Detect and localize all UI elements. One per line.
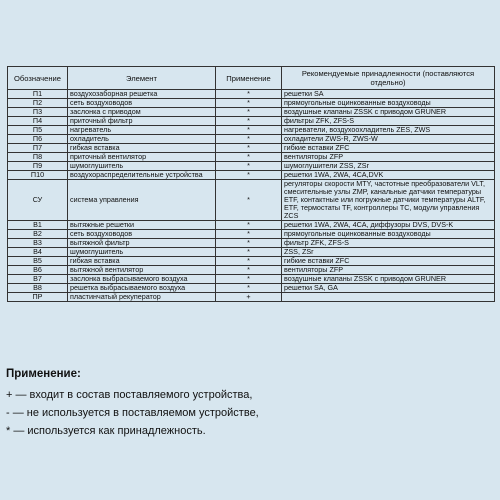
row-element: приточный вентилятор [68, 153, 216, 162]
row-accessories: воздушные клапаны ZSSK с приводом GRUNER [282, 108, 495, 117]
row-element: вытяжной вентилятор [68, 266, 216, 275]
row-code: В1 [8, 221, 68, 230]
row-accessories: вентиляторы ZFP [282, 266, 495, 275]
row-application: * [216, 135, 282, 144]
legend-line-star: * — используется как принадлежность. [6, 425, 206, 437]
row-accessories [282, 293, 495, 302]
table-row [8, 275, 495, 284]
row-element: гибкая вставка [68, 257, 216, 266]
row-accessories: решетки 1WA, 2WA, 4CA, диффузоры DVS, DVS-K [282, 221, 495, 230]
row-application: * [216, 221, 282, 230]
row-element: система управления [68, 180, 216, 221]
header-element: Элемент [68, 67, 216, 90]
row-element: воздухораспределительные устройства [68, 171, 216, 180]
table-row [8, 284, 495, 293]
table-row [8, 135, 495, 144]
table-row [8, 108, 495, 117]
row-accessories: гибкие вставки ZFC [282, 144, 495, 153]
table-row [8, 266, 495, 275]
row-accessories: вентиляторы ZFP [282, 153, 495, 162]
legend-title: Применение: [6, 368, 81, 380]
table-row [8, 99, 495, 108]
row-application: * [216, 108, 282, 117]
row-application: * [216, 153, 282, 162]
row-accessories: регуляторы скорости MTY, частотные преобразователи VLT, смесительные узлы ZMP, канальные датчики температуры ETF, контактные или погружные датчики температуры ALTF, ETF, термостаты TF, контроллеры TC, модули управления ZCS [282, 180, 495, 221]
row-code: П9 [8, 162, 68, 171]
row-code: В5 [8, 257, 68, 266]
row-code: В4 [8, 248, 68, 257]
row-element: заслонка выбрасываемого воздуха [68, 275, 216, 284]
specification-table [7, 66, 495, 302]
row-accessories: решетки SA, GA [282, 284, 495, 293]
row-code: П2 [8, 99, 68, 108]
row-element: сеть воздуховодов [68, 99, 216, 108]
row-element: решетка выбрасываемого воздуха [68, 284, 216, 293]
row-application: * [216, 162, 282, 171]
row-element: вытяжные решетки [68, 221, 216, 230]
row-code: В7 [8, 275, 68, 284]
row-accessories: фильтр ZFK, ZFS-S [282, 239, 495, 248]
row-application: * [216, 180, 282, 221]
row-code: В8 [8, 284, 68, 293]
table-row [8, 90, 495, 99]
row-accessories: прямоугольные оцинкованные воздуховоды [282, 230, 495, 239]
legend-line-plus: + — входит в состав поставляемого устройства, [6, 389, 253, 401]
row-application: * [216, 248, 282, 257]
legend-line-minus: - — не используется в поставляемом устройстве, [6, 407, 259, 419]
table-row [8, 221, 495, 230]
row-code: П1 [8, 90, 68, 99]
header-code: Обозначение [8, 67, 68, 90]
row-accessories: ZSS, ZSr [282, 248, 495, 257]
row-code: В3 [8, 239, 68, 248]
row-code: П8 [8, 153, 68, 162]
row-application: * [216, 257, 282, 266]
row-element: шумоглушитель [68, 248, 216, 257]
row-accessories: решетки SA [282, 90, 495, 99]
header-accessories: Рекомендуемые принадлежности (поставляются отдельно) [282, 67, 495, 90]
row-application: * [216, 284, 282, 293]
row-application: * [216, 117, 282, 126]
row-element: вытяжной фильтр [68, 239, 216, 248]
row-application: * [216, 99, 282, 108]
row-accessories: воздушные клапаны ZSSK с приводом GRUNER [282, 275, 495, 284]
table-body [8, 90, 495, 302]
row-element: гибкая вставка [68, 144, 216, 153]
row-accessories: шумоглушители ZSS, ZSr [282, 162, 495, 171]
row-application: * [216, 239, 282, 248]
row-element: воздухозаборная решетка [68, 90, 216, 99]
table-row [8, 162, 495, 171]
row-application: * [216, 230, 282, 239]
row-element: заслонка с приводом [68, 108, 216, 117]
row-application: + [216, 293, 282, 302]
row-code: П6 [8, 135, 68, 144]
row-application: * [216, 275, 282, 284]
row-code: П7 [8, 144, 68, 153]
table-row [8, 126, 495, 135]
row-code: П5 [8, 126, 68, 135]
row-application: * [216, 171, 282, 180]
row-application: * [216, 266, 282, 275]
row-element: нагреватель [68, 126, 216, 135]
row-accessories: решетки 1WA, 2WA, 4CA,DVK [282, 171, 495, 180]
row-code: П10 [8, 171, 68, 180]
header-application: Применение [216, 67, 282, 90]
table-row [8, 180, 495, 221]
table-row [8, 171, 495, 180]
row-element: охладитель [68, 135, 216, 144]
row-accessories: прямоугольные оцинкованные воздуховоды [282, 99, 495, 108]
row-accessories: охладители ZWS-R, ZWS-W [282, 135, 495, 144]
row-code: СУ [8, 180, 68, 221]
table-row [8, 117, 495, 126]
row-code: ПР [8, 293, 68, 302]
row-application: * [216, 90, 282, 99]
row-code: П3 [8, 108, 68, 117]
table-row [8, 153, 495, 162]
row-application: * [216, 144, 282, 153]
table-row [8, 239, 495, 248]
table-row [8, 230, 495, 239]
row-accessories: гибкие вставки ZFC [282, 257, 495, 266]
row-code: В6 [8, 266, 68, 275]
table-header-row [8, 67, 495, 90]
row-application: * [216, 126, 282, 135]
table-row [8, 144, 495, 153]
row-element: пластинчатый рекуператор [68, 293, 216, 302]
row-code: П4 [8, 117, 68, 126]
row-element: приточный фильтр [68, 117, 216, 126]
row-code: В2 [8, 230, 68, 239]
row-accessories: фильтры ZFK, ZFS-S [282, 117, 495, 126]
table-row [8, 257, 495, 266]
legend [6, 368, 494, 443]
row-element: сеть воздуховодов [68, 230, 216, 239]
row-element: шумоглушитель [68, 162, 216, 171]
table-row [8, 248, 495, 257]
table-row [8, 293, 495, 302]
row-accessories: нагреватели, воздухоохладитель ZES, ZWS [282, 126, 495, 135]
